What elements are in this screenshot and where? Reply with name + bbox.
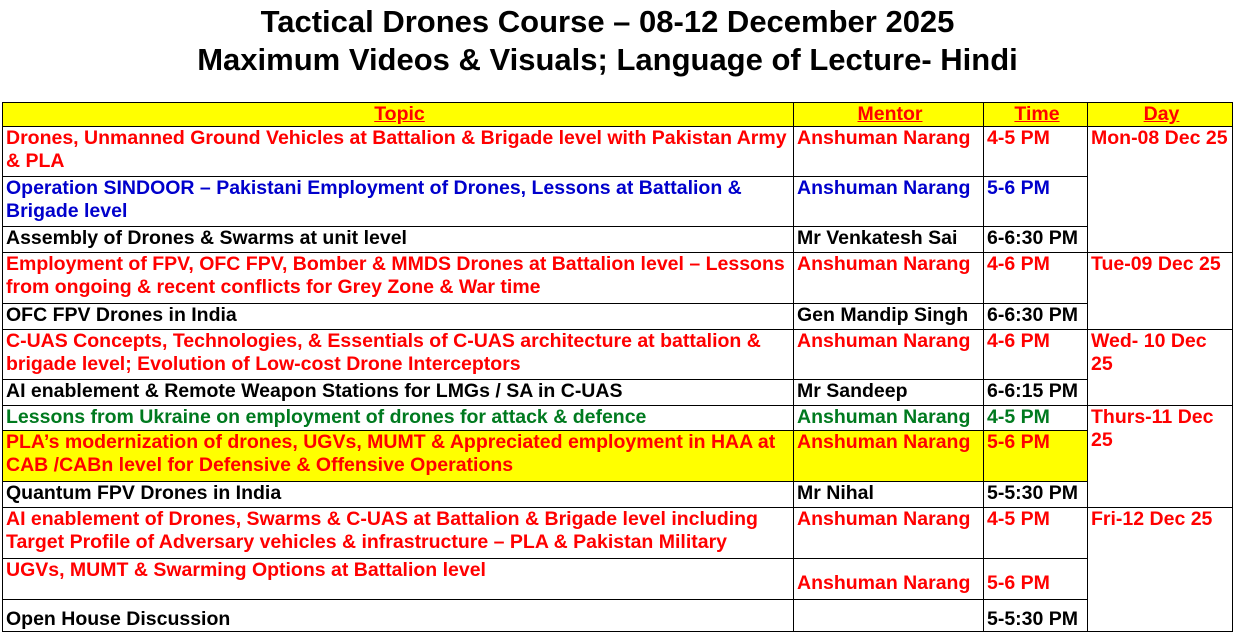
column-header-topic: Topic [3, 103, 794, 127]
time-cell: 5-6 PM [984, 559, 1088, 600]
time-cell: 5-5:30 PM [984, 600, 1088, 632]
topic-cell: AI enablement & Remote Weapon Stations for LMGs / SA in C-UAS [3, 380, 794, 406]
page-title: Tactical Drones Course – 08-12 December 2025 [260, 4, 955, 39]
topic-cell: PLA’s modernization of drones, UGVs, MUMT & Appreciated employment in HAA at CAB /CABn level for Defensive & Offensive Operations [3, 431, 794, 482]
mentor-cell: Mr Sandeep [794, 380, 984, 406]
page-subtitle: Maximum Videos & Visuals; Language of Lecture- Hindi [197, 42, 1018, 77]
table-row [3, 482, 1233, 508]
table-row [3, 177, 1233, 227]
day-cell: Mon-08 Dec 25 [1088, 127, 1233, 253]
mentor-cell: Anshuman Narang [794, 508, 984, 559]
mentor-cell: Anshuman Narang [794, 253, 984, 304]
day-cell: Tue-09 Dec 25 [1088, 253, 1233, 330]
column-header-mentor: Mentor [794, 103, 984, 127]
topic-cell: AI enablement of Drones, Swarms & C-UAS at Battalion & Brigade level including Target Profile of Adversary vehicles & infrastructure – PLA & Pakistan Military [3, 508, 794, 559]
topic-cell: Assembly of Drones & Swarms at unit level [3, 227, 794, 253]
table-row [3, 127, 1233, 177]
mentor-cell: Anshuman Narang [794, 177, 984, 227]
time-cell: 4-6 PM [984, 253, 1088, 304]
day-cell: Fri-12 Dec 25 [1088, 508, 1233, 632]
column-header-day: Day [1088, 103, 1233, 127]
table-header-row [3, 103, 1233, 127]
topic-cell: Lessons from Ukraine on employment of drones for attack & defence [3, 406, 794, 431]
table-row [3, 227, 1233, 253]
topic-cell: Quantum FPV Drones in India [3, 482, 794, 508]
schedule-table [2, 102, 1233, 632]
topic-cell: Employment of FPV, OFC FPV, Bomber & MMDS Drones at Battalion level – Lessons from ongoing & recent conflicts for Grey Zone & War time [3, 253, 794, 304]
topic-cell: OFC FPV Drones in India [3, 304, 794, 330]
table-row [3, 304, 1233, 330]
time-cell: 5-6 PM [984, 177, 1088, 227]
day-cell: Wed- 10 Dec 25 [1088, 330, 1233, 406]
mentor-cell: Anshuman Narang [794, 406, 984, 431]
mentor-cell: Mr Venkatesh Sai [794, 227, 984, 253]
time-cell: 5-6 PM [984, 431, 1088, 482]
time-cell: 4-5 PM [984, 508, 1088, 559]
time-cell: 4-5 PM [984, 127, 1088, 177]
time-cell: 4-5 PM [984, 406, 1088, 431]
topic-cell: Operation SINDOOR – Pakistani Employment of Drones, Lessons at Battalion & Brigade level [3, 177, 794, 227]
table-row [3, 406, 1233, 431]
time-cell: 4-6 PM [984, 330, 1088, 380]
table-row [3, 559, 1233, 600]
mentor-cell: Gen Mandip Singh [794, 304, 984, 330]
table-row [3, 330, 1233, 380]
day-cell: Thurs-11 Dec 25 [1088, 406, 1233, 508]
time-cell: 5-5:30 PM [984, 482, 1088, 508]
table-row [3, 431, 1233, 482]
mentor-cell: Anshuman Narang [794, 127, 984, 177]
table-row [3, 380, 1233, 406]
mentor-cell: Mr Nihal [794, 482, 984, 508]
table-row [3, 508, 1233, 559]
table-row [3, 253, 1233, 304]
time-cell: 6-6:30 PM [984, 304, 1088, 330]
mentor-cell: Anshuman Narang [794, 330, 984, 380]
mentor-cell: Anshuman Narang [794, 431, 984, 482]
time-cell: 6-6:15 PM [984, 380, 1088, 406]
topic-cell: Drones, Unmanned Ground Vehicles at Battalion & Brigade level with Pakistan Army & PLA [3, 127, 794, 177]
mentor-cell [794, 600, 984, 632]
mentor-cell: Anshuman Narang [794, 559, 984, 600]
column-header-time: Time [984, 103, 1088, 127]
time-cell: 6-6:30 PM [984, 227, 1088, 253]
topic-cell: Open House Discussion [3, 600, 794, 632]
topic-cell: C-UAS Concepts, Technologies, & Essentials of C-UAS architecture at battalion & brigade level; Evolution of Low-cost Drone Interceptors [3, 330, 794, 380]
title-block [0, 0, 1215, 79]
table-row [3, 600, 1233, 632]
topic-cell: UGVs, MUMT & Swarming Options at Battalion level [3, 559, 794, 600]
